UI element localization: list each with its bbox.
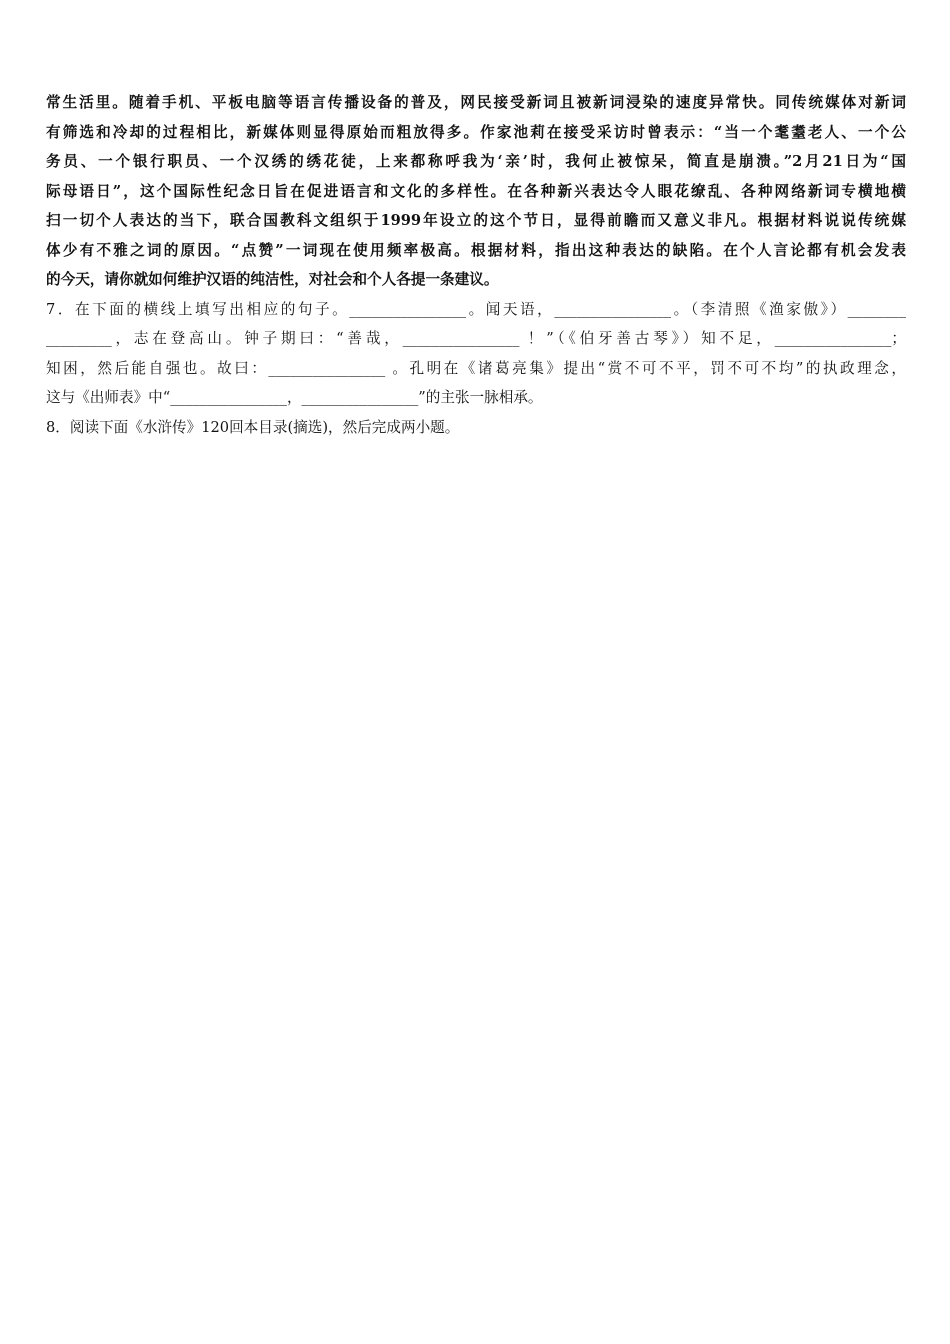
question-7 bbox=[46, 295, 906, 413]
passage-line: 体少有不雅之词的原因。“点赞”一词现在使用频率极高。根据材料，指出这种表达的缺陷。在个人言论都有机会发表 bbox=[46, 241, 906, 259]
passage-line: 际母语日”，这个国际性纪念日旨在促进语言和文化的多样性。在各种新兴表达令人眼花缭乱、各种网络新词专横地横 bbox=[46, 182, 906, 200]
passage-line: 有筛选和冷却的过程相比，新媒体则显得原始而粗放得多。作家池莉在接受采访时曾表示：“当一个耄耋老人、一个公 bbox=[46, 123, 906, 141]
passage-line: 的今天，请你就如何维护汉语的纯洁性，对社会和个人各提一条建议。 bbox=[46, 271, 499, 288]
passage-line: 常生活里。随着手机、平板电脑等语言传播设备的普及，网民接受新词且被新词浸染的速度异常快。同传统媒体对新词 bbox=[46, 94, 906, 111]
passage-line: 扫一切个人表达的当下，联合国教科文组织于1999年设立的这个节日，显得前瞻而又意义非凡。根据材料说说传统媒 bbox=[46, 212, 906, 229]
reading-passage bbox=[46, 88, 906, 295]
question-7-line: 知困，然后能自强也。故曰：________________ 。孔明在《诸葛亮集》提出“赏不可不平，罚不可不均”的执政理念， bbox=[46, 359, 906, 377]
passage-line: 务员、一个银行职员、一个汉绣的绣花徒，上来都称呼我为‘亲’时，我何止被惊呆，简直是崩溃。”2月21日为“国 bbox=[46, 153, 906, 170]
question-7-line: 这与《出师表》中“________________，________________”的主张一脉相承。 bbox=[46, 389, 543, 406]
question-7-line: _________，志在登高山。钟子期曰：“善哉，________________ ！”（《伯牙善古琴》）知不足，________________； bbox=[46, 330, 906, 347]
question-8 bbox=[46, 413, 906, 443]
question-7-line: 7．在下面的横线上填写出相应的句子。________________。闻天语，________________。（李清照《渔家傲》）________ bbox=[46, 300, 906, 318]
question-8-line: 8．阅读下面《水浒传》120回本目录(摘选)，然后完成两小题。 bbox=[46, 418, 460, 436]
